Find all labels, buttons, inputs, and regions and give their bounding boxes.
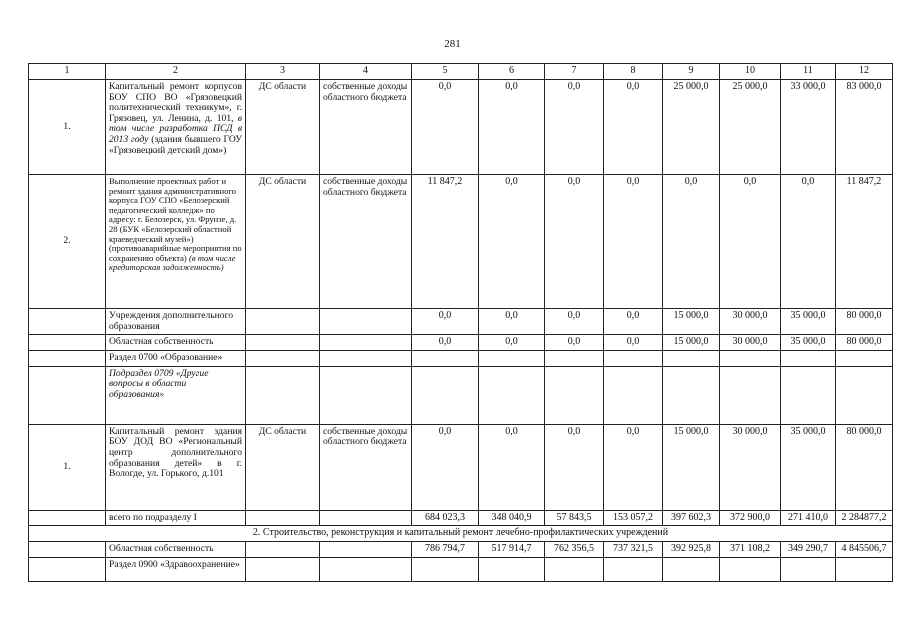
value-cell: 0,0 bbox=[479, 80, 545, 175]
value-cell: 684 023,3 bbox=[412, 510, 479, 526]
table-row bbox=[29, 80, 893, 175]
value-cell: 371 108,2 bbox=[720, 542, 781, 558]
category-label: Областная собственность bbox=[106, 335, 246, 351]
value-cell: 0,0 bbox=[604, 335, 663, 351]
section-label: Раздел 0900 «Здравоохранение» bbox=[106, 557, 246, 581]
value-cell: 0,0 bbox=[720, 175, 781, 309]
value-cell: 0,0 bbox=[545, 80, 604, 175]
value-cell: 15 000,0 bbox=[663, 335, 720, 351]
funding-source: собственные доходы областного бюджета bbox=[320, 424, 412, 510]
value-cell: 0,0 bbox=[663, 175, 720, 309]
value-cell: 57 843,5 bbox=[545, 510, 604, 526]
value-cell: 30 000,0 bbox=[720, 424, 781, 510]
table-row bbox=[29, 557, 893, 581]
value-cell: 349 290,7 bbox=[781, 542, 836, 558]
value-cell: 83 000,0 bbox=[836, 80, 893, 175]
value-cell: 25 000,0 bbox=[663, 80, 720, 175]
column-header: 1 bbox=[29, 64, 106, 80]
value-cell: 0,0 bbox=[545, 335, 604, 351]
table-row bbox=[29, 351, 893, 367]
value-cell: 80 000,0 bbox=[836, 335, 893, 351]
row-number: 1. bbox=[29, 424, 106, 510]
value-cell: 0,0 bbox=[781, 175, 836, 309]
column-header: 3 bbox=[246, 64, 320, 80]
value-cell: 153 057,2 bbox=[604, 510, 663, 526]
value-cell: 11 847,2 bbox=[412, 175, 479, 309]
value-cell: 35 000,0 bbox=[781, 424, 836, 510]
value-cell: 271 410,0 bbox=[781, 510, 836, 526]
value-cell: 0,0 bbox=[479, 424, 545, 510]
value-cell: 0,0 bbox=[412, 335, 479, 351]
department: ДС области bbox=[246, 424, 320, 510]
value-cell: 35 000,0 bbox=[781, 309, 836, 335]
subsection-label: Подраздел 0709 «Другие вопросы в области образования» bbox=[106, 366, 246, 424]
value-cell: 0,0 bbox=[604, 80, 663, 175]
value-cell: 4 845506,7 bbox=[836, 542, 893, 558]
table-row bbox=[29, 424, 893, 510]
department: ДС области bbox=[246, 175, 320, 309]
value-cell: 0,0 bbox=[545, 309, 604, 335]
value-cell: 392 925,8 bbox=[663, 542, 720, 558]
value-cell: 0,0 bbox=[604, 424, 663, 510]
value-cell: 762 356,5 bbox=[545, 542, 604, 558]
value-cell: 737 321,5 bbox=[604, 542, 663, 558]
table-row bbox=[29, 510, 893, 526]
value-cell: 80 000,0 bbox=[836, 424, 893, 510]
value-cell: 0,0 bbox=[479, 309, 545, 335]
funding-source: собственные доходы областного бюджета bbox=[320, 80, 412, 175]
value-cell: 25 000,0 bbox=[720, 80, 781, 175]
column-number-row bbox=[29, 64, 893, 80]
value-cell: 786 794,7 bbox=[412, 542, 479, 558]
value-cell: 35 000,0 bbox=[781, 335, 836, 351]
value-cell: 0,0 bbox=[412, 424, 479, 510]
value-cell: 80 000,0 bbox=[836, 309, 893, 335]
value-cell: 0,0 bbox=[545, 424, 604, 510]
category-label: Учреждения дополнительного образования bbox=[106, 309, 246, 335]
row-number: 2. bbox=[29, 175, 106, 309]
table-row bbox=[29, 366, 893, 424]
row-number: 1. bbox=[29, 80, 106, 175]
table-row bbox=[29, 526, 893, 542]
value-cell: 30 000,0 bbox=[720, 335, 781, 351]
section-title: 2. Строительство, реконструкция и капитальный ремонт лечебно-профилактических учреждений bbox=[29, 526, 893, 542]
table-row bbox=[29, 175, 893, 309]
column-header: 7 bbox=[545, 64, 604, 80]
value-cell: 397 602,3 bbox=[663, 510, 720, 526]
section-label: Раздел 0700 «Образование» bbox=[106, 351, 246, 367]
value-cell: 15 000,0 bbox=[663, 309, 720, 335]
column-header: 11 bbox=[781, 64, 836, 80]
value-cell: 0,0 bbox=[412, 80, 479, 175]
column-header: 9 bbox=[663, 64, 720, 80]
page-number: 281 bbox=[444, 38, 461, 50]
value-cell: 0,0 bbox=[479, 335, 545, 351]
table-row bbox=[29, 542, 893, 558]
value-cell: 0,0 bbox=[479, 175, 545, 309]
value-cell: 0,0 bbox=[545, 175, 604, 309]
value-cell: 372 900,0 bbox=[720, 510, 781, 526]
table-row bbox=[29, 335, 893, 351]
value-cell: 2 284877,2 bbox=[836, 510, 893, 526]
value-cell: 33 000,0 bbox=[781, 80, 836, 175]
value-cell: 0,0 bbox=[412, 309, 479, 335]
column-header: 2 bbox=[106, 64, 246, 80]
column-header: 4 bbox=[320, 64, 412, 80]
value-cell: 0,0 bbox=[604, 175, 663, 309]
funding-source: собственные доходы областного бюджета bbox=[320, 175, 412, 309]
value-cell: 15 000,0 bbox=[663, 424, 720, 510]
object-name: Выполнение проектных работ и ремонт здания административного корпуса ГОУ СПО «Белозерский педагогический колледж» по адресу: г. Белозерск, ул. Фрунзе, д. 28 (БУК «Белозерский областной краеведческий музей») (противоаварийные мероприятия по сохранению объекта) (в том числе кредиторская задолженность) bbox=[106, 175, 246, 309]
column-header: 8 bbox=[604, 64, 663, 80]
column-header: 5 bbox=[412, 64, 479, 80]
department: ДС области bbox=[246, 80, 320, 175]
table-row bbox=[29, 309, 893, 335]
object-name: Капитальный ремонт здания БОУ ДОД ВО «Региональный центр дополнительного образования детей» в г. Вологде, ул. Горького, д.101 bbox=[106, 424, 246, 510]
column-header: 12 bbox=[836, 64, 893, 80]
object-name: Капитальный ремонт корпусов БОУ СПО ВО «Грязовецкий политехнический техникум», г. Грязовец, ул. Ленина, д. 101, в том числе разработка ПСД в 2013 году (здания бывшего ГОУ «Грязовецкий детский дом») bbox=[106, 80, 246, 175]
budget-table bbox=[28, 63, 893, 582]
category-label: Областная собственность bbox=[106, 542, 246, 558]
value-cell: 517 914,7 bbox=[479, 542, 545, 558]
subtotal-label: всего по подразделу I bbox=[106, 510, 246, 526]
value-cell: 348 040,9 bbox=[479, 510, 545, 526]
value-cell: 0,0 bbox=[604, 309, 663, 335]
value-cell: 30 000,0 bbox=[720, 309, 781, 335]
value-cell: 11 847,2 bbox=[836, 175, 893, 309]
column-header: 10 bbox=[720, 64, 781, 80]
column-header: 6 bbox=[479, 64, 545, 80]
